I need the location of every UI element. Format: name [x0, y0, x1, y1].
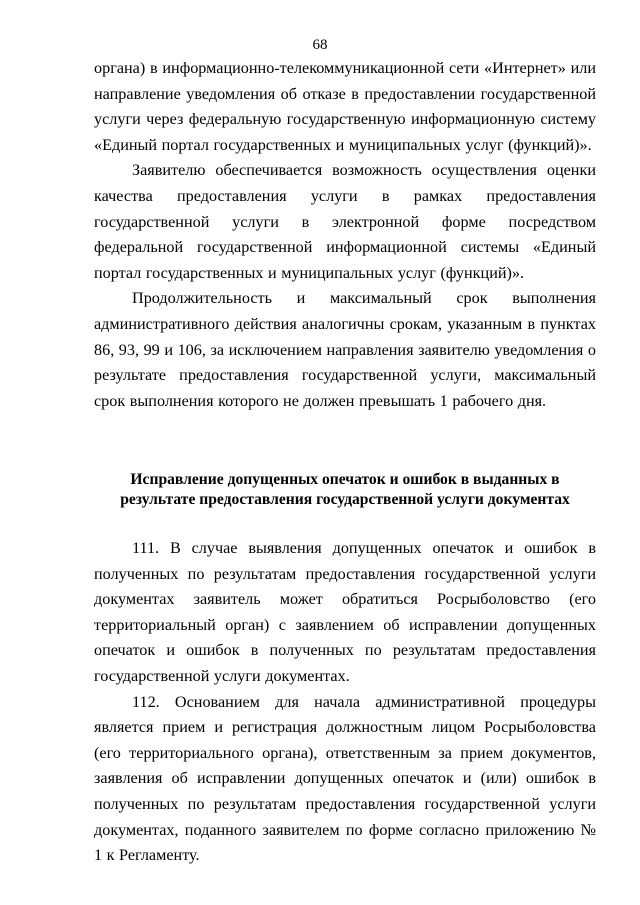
section-heading-line-1: Исправление допущенных опечаток и ошибок в выданных в	[130, 471, 560, 488]
paragraph-evaluation: Заявителю обеспечивается возможность осуществления оценки качества предоставления услуги в рамках предоставления государственной услуги в электронной форме посредством федеральной государственной информационной системы «Единый портал государственных и муниципальных услуг (функций)».	[94, 161, 596, 282]
paragraph-111: 111. В случае выявления допущенных опечаток и ошибок в полученных по результатам предоставления государственной услуги документах заявитель может обратиться Росрыболовство (его территориальный орган) с заявлением об исправлении допущенных опечаток и ошибок в полученных по результатам предоставления государственной услуги документах.	[94, 539, 596, 685]
paragraph-continuation: органа) в информационно-телекоммуникационной сети «Интернет» или направление уведомления об отказе в предоставлении государственной услуги через федеральную государственную информационную систему «Единый портал государственных и муниципальных услуг (функций)».	[94, 59, 596, 154]
page-number: 68	[312, 37, 328, 53]
paragraph-duration: Продолжительность и максимальный срок выполнения административного действия аналогичны срокам, указанным в пунктах 86, 93, 99 и 106, за исключением направления заявителю уведомления о результате предоставления государственной услуги, максимальный срок выполнения которого не должен превышать 1 рабочего дня.	[94, 289, 596, 410]
section-heading	[94, 470, 596, 510]
paragraph-112: 112. Основанием для начала административной процедуры является прием и регистрация должностным лицом Росрыболовства (его территориального органа), ответственным за прием документов, заявления об исправлении допущенных опечаток и (или) ошибок в полученных по результатам предоставления государственной услуги документах, поданного заявителем по форме согласно приложению № 1 к Регламенту.	[94, 692, 596, 865]
section-heading-line-2: результате предоставления государственной услуги документах	[120, 491, 570, 508]
body-text-bottom	[94, 536, 596, 869]
body-text-top	[94, 56, 596, 414]
